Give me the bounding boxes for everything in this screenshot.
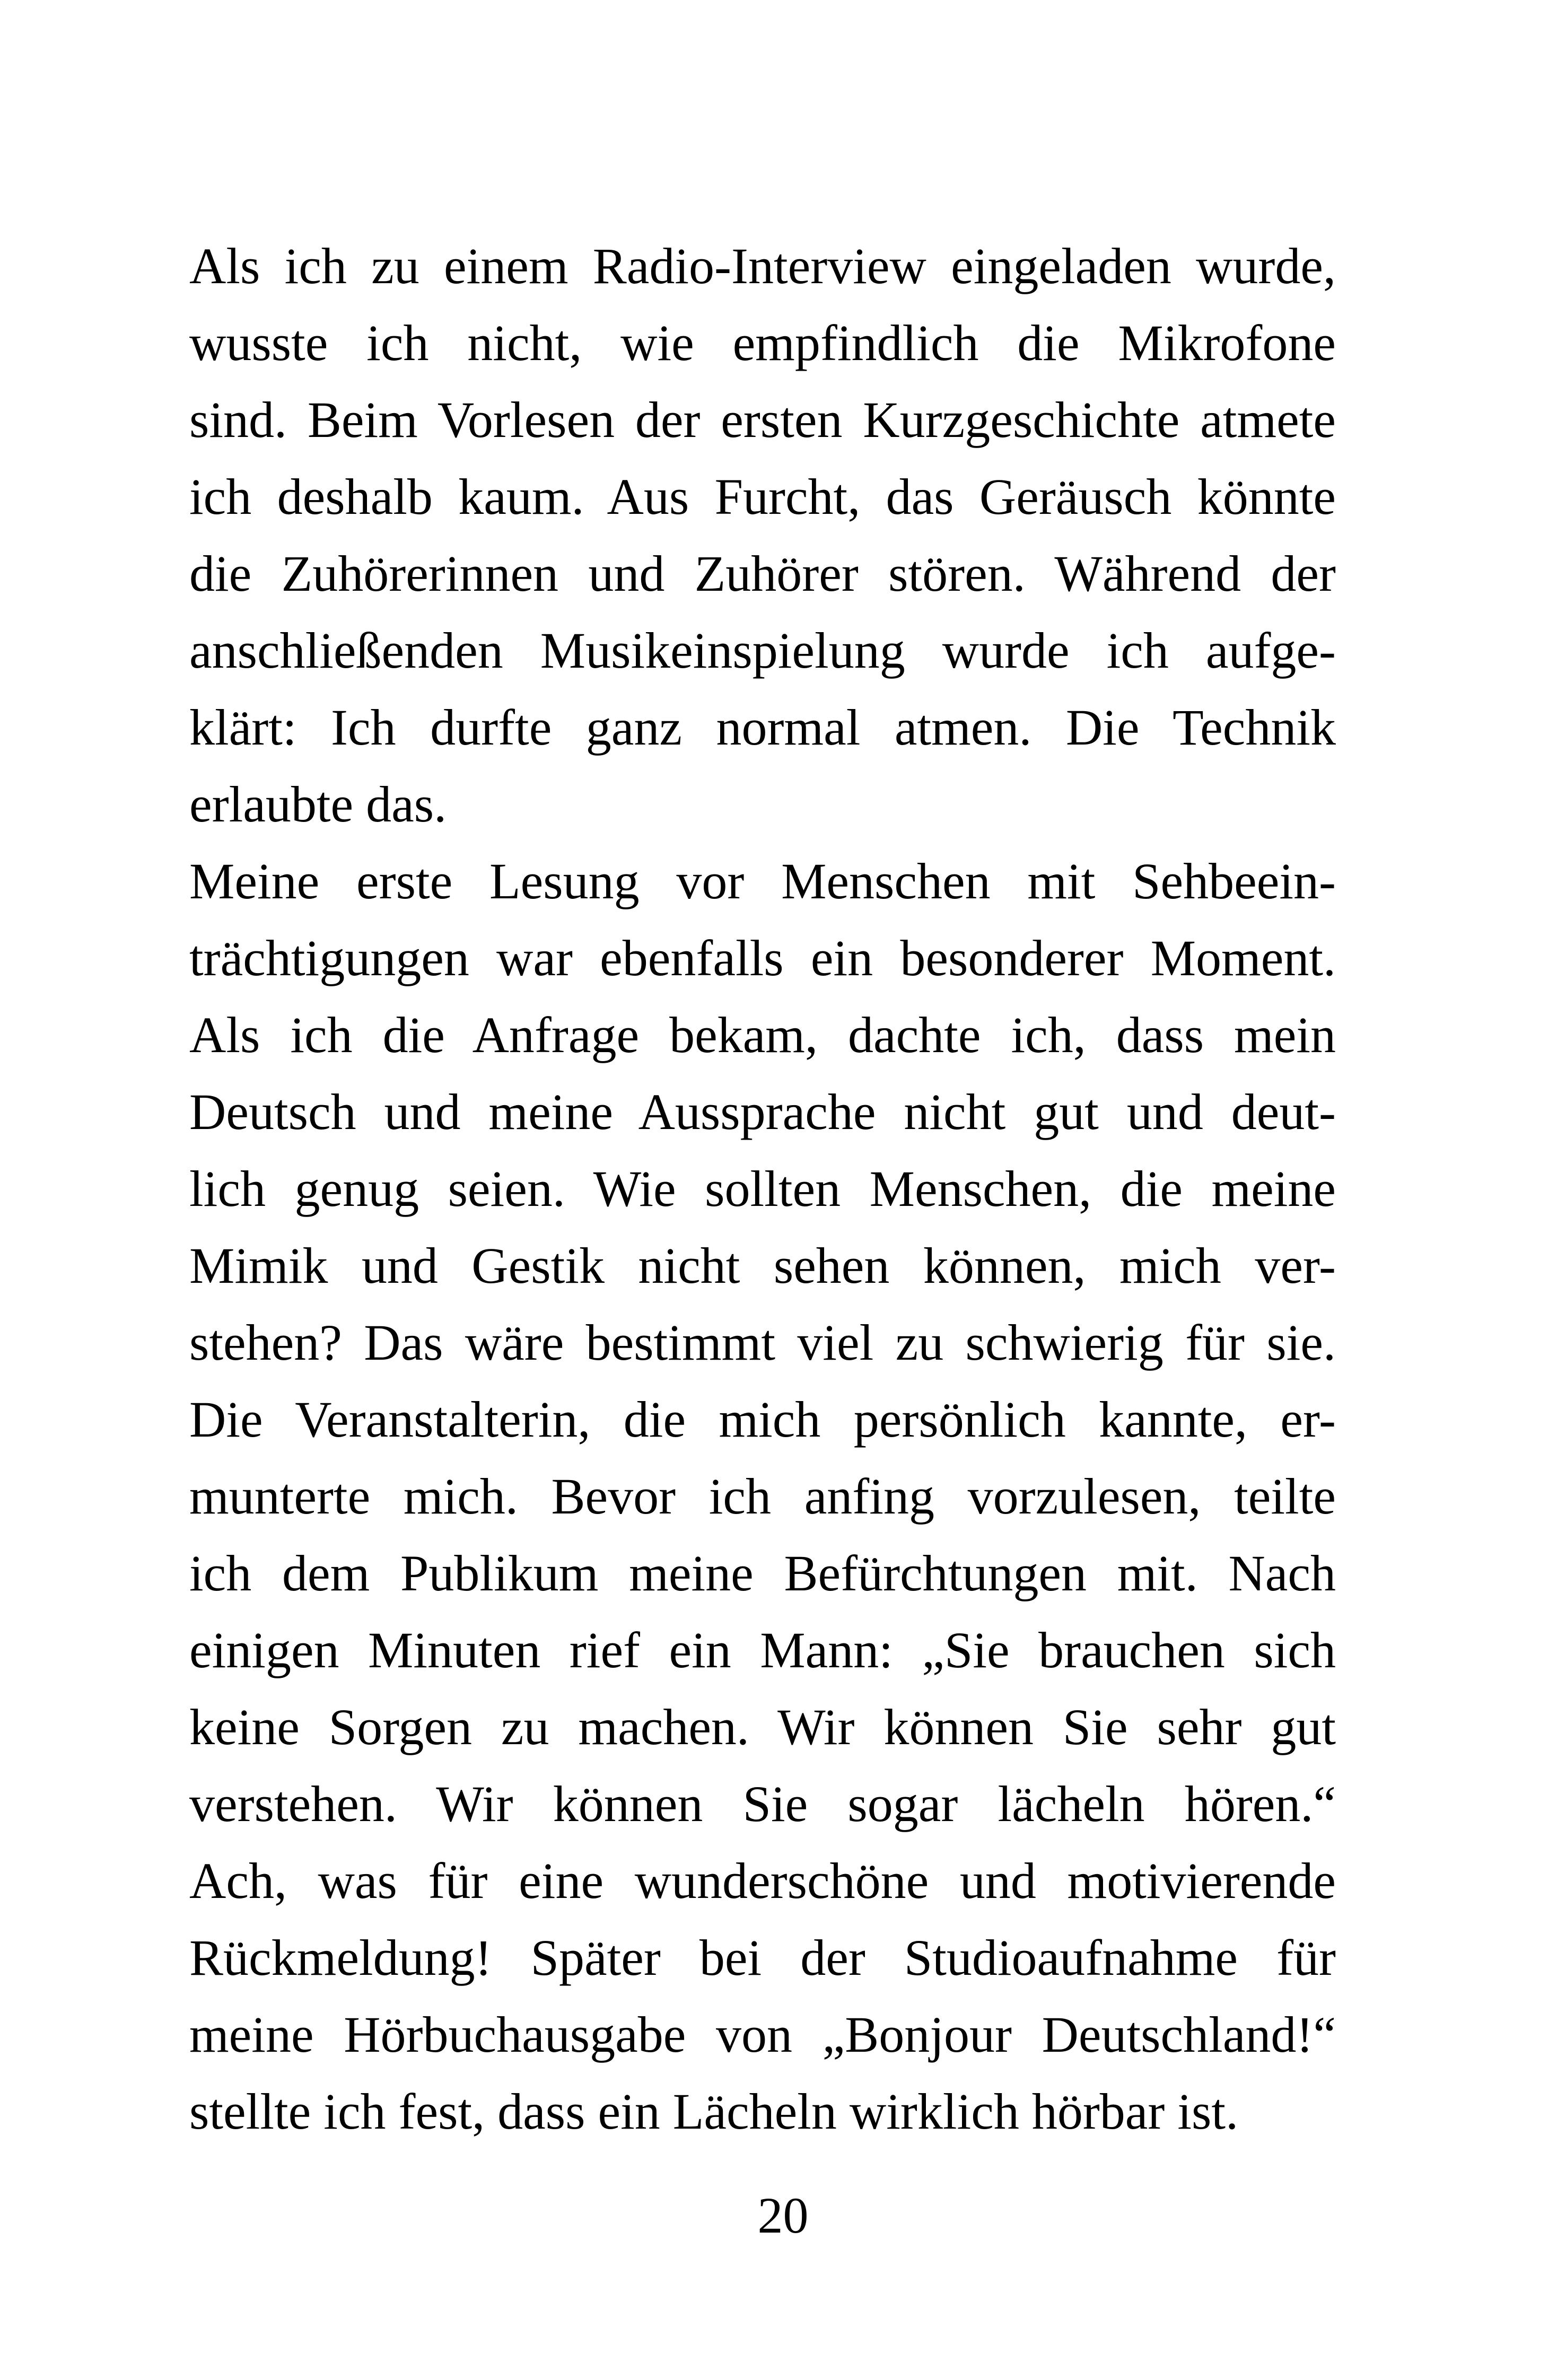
text-line: munterte mich. Bevor ich anfing vorzulesen, teilte [189,1468,1336,1525]
text-line: trächtigungen war ebenfalls ein besonderer Moment. [189,930,1336,986]
body-text [189,228,1336,2150]
text-line: Meine erste Lesung vor Menschen mit Sehbeein- [189,853,1336,909]
text-line: Deutsch und meine Aussprache nicht gut und deut- [189,1083,1336,1140]
text-line: Die Veranstalterin, die mich persönlich kannte, er- [189,1391,1336,1448]
text-line: keine Sorgen zu machen. Wir können Sie sehr gut [189,1699,1336,1755]
text-line: Mimik und Gestik nicht sehen können, mich ver- [189,1237,1336,1294]
text-line: ich dem Publikum meine Befürchtungen mit. Nach [189,1545,1336,1602]
paragraph-end-line: erlaubte das. [189,776,447,833]
text-line: ich deshalb kaum. Aus Furcht, das Geräusch könnte [189,468,1336,525]
text-line: einigen Minuten rief ein Mann: „Sie brauchen sich [189,1622,1336,1678]
text-line: meine Hörbuchausgabe von „Bonjour Deutschland!“ [189,2006,1336,2063]
text-line: wusste ich nicht, wie empfindlich die Mikrofone [189,314,1336,371]
text-line: Rückmeldung! Später bei der Studioaufnahme für [189,1929,1336,1986]
text-line: klärt: Ich durfte ganz normal atmen. Die Technik [189,699,1336,756]
text-line: lich genug seien. Wie sollten Menschen, die meine [189,1160,1336,1217]
text-line: anschließenden Musikeinspielung wurde ich aufge- [189,622,1336,679]
text-line: Als ich zu einem Radio-Interview eingeladen wurde, [189,238,1336,294]
text-line: die Zuhörerinnen und Zuhörer stören. Während der [189,545,1336,602]
paragraph-end-line: stellte ich fest, dass ein Lächeln wirklich hörbar ist. [189,2083,1239,2140]
text-line: Als ich die Anfrage bekam, dachte ich, dass mein [189,1007,1336,1063]
page-number: 20 [757,2187,809,2244]
text-line: Ach, was für eine wunderschöne und motivierende [189,1852,1336,1909]
text-line: sind. Beim Vorlesen der ersten Kurzgeschichte atmete [189,391,1336,448]
text-line: verstehen. Wir können Sie sogar lächeln hören.“ [189,1775,1336,1832]
text-line: stehen? Das wäre bestimmt viel zu schwierig für sie. [189,1314,1336,1371]
